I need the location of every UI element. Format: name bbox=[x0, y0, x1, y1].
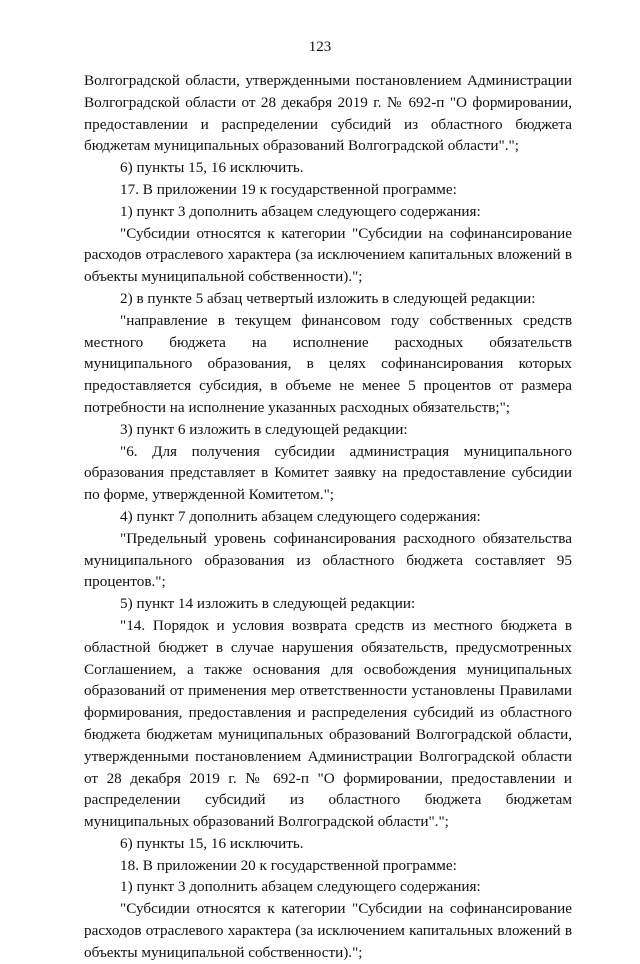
paragraph-17: "Субсидии относятся к категории "Субсидии на софинансирование расходов отраслевого характера (за исключением капитальных вложений в объекты муниципальной собственности)."; bbox=[84, 900, 572, 961]
paragraph-5: "Субсидии относятся к категории "Субсидии на софинансирование расходов отраслевого характера (за исключением капитальных вложений в объекты муниципальной собственности)."; bbox=[84, 224, 572, 286]
paragraph-12: 5) пункт 14 изложить в следующей редакции: bbox=[120, 595, 416, 613]
paragraph-9: "6. Для получения субсидии администрация муниципального образования представляет в Комитет заявку на предоставление субсидии по форме, утвержденной Комитетом."; bbox=[84, 442, 572, 504]
paragraph-16: 1) пункт 3 дополнить абзацем следующего содержания: bbox=[120, 878, 481, 896]
paragraph-11: "Предельный уровень софинансирования расходного обязательства муниципального образования из областного бюджета составляет 95 процентов."; bbox=[84, 529, 572, 591]
page-number: 123 bbox=[308, 39, 332, 55]
paragraph-2: 6) пункты 15, 16 исключить. bbox=[120, 159, 304, 177]
paragraph-8: 3) пункт 6 изложить в следующей редакции: bbox=[120, 420, 408, 438]
paragraph-6: 2) в пункте 5 абзац четвертый изложить в следующей редакции: bbox=[120, 289, 536, 307]
paragraph-13: "14. Порядок и условия возврата средств из местного бюджета в областной бюджет в случае нарушения обязательств, предусмотренных Соглашением, а также основания для освобождения муниципальных образований от применения мер ответственности установлены Правилами формирования, предоставления и распределения субсидий из областного бюджета бюджетам муниципальных образований Волгоградской области, утвержденными постановлением Администрации Волгоградской области от 28 декабря 2019 г. № 692-п "О формировании, предоставлении и распределении субсидий из областного бюджета бюджетам муниципальных образований Волгоградской области"."; bbox=[84, 616, 572, 831]
paragraph-15: 18. В приложении 20 к государственной программе: bbox=[120, 856, 457, 874]
paragraph-7: "направление в текущем финансовом году собственных средств местного бюджета на исполнение расходных обязательств муниципального образования, в целях софинансирования которых предоставляется субсидия, в объеме не менее 5 процентов от размера потребности на исполнение указанных расходных обязательств;"; bbox=[84, 311, 572, 416]
paragraph-3: 17. В приложении 19 к государственной программе: bbox=[120, 180, 457, 198]
paragraph-1: Волгоградской области, утвержденными постановлением Администрации Волгоградской области от 28 декабря 2019 г. № 692-п "О формировании, предоставлении и распределении субсидий из областного бюджета бюджетам муниципальных образований Волгоградской области"."; bbox=[84, 72, 572, 155]
document-body bbox=[84, 70, 572, 964]
paragraph-10: 4) пункт 7 дополнить абзацем следующего содержания: bbox=[120, 507, 481, 525]
paragraph-4: 1) пункт 3 дополнить абзацем следующего содержания: bbox=[120, 202, 481, 220]
paragraph-14: 6) пункты 15, 16 исключить. bbox=[120, 834, 304, 852]
